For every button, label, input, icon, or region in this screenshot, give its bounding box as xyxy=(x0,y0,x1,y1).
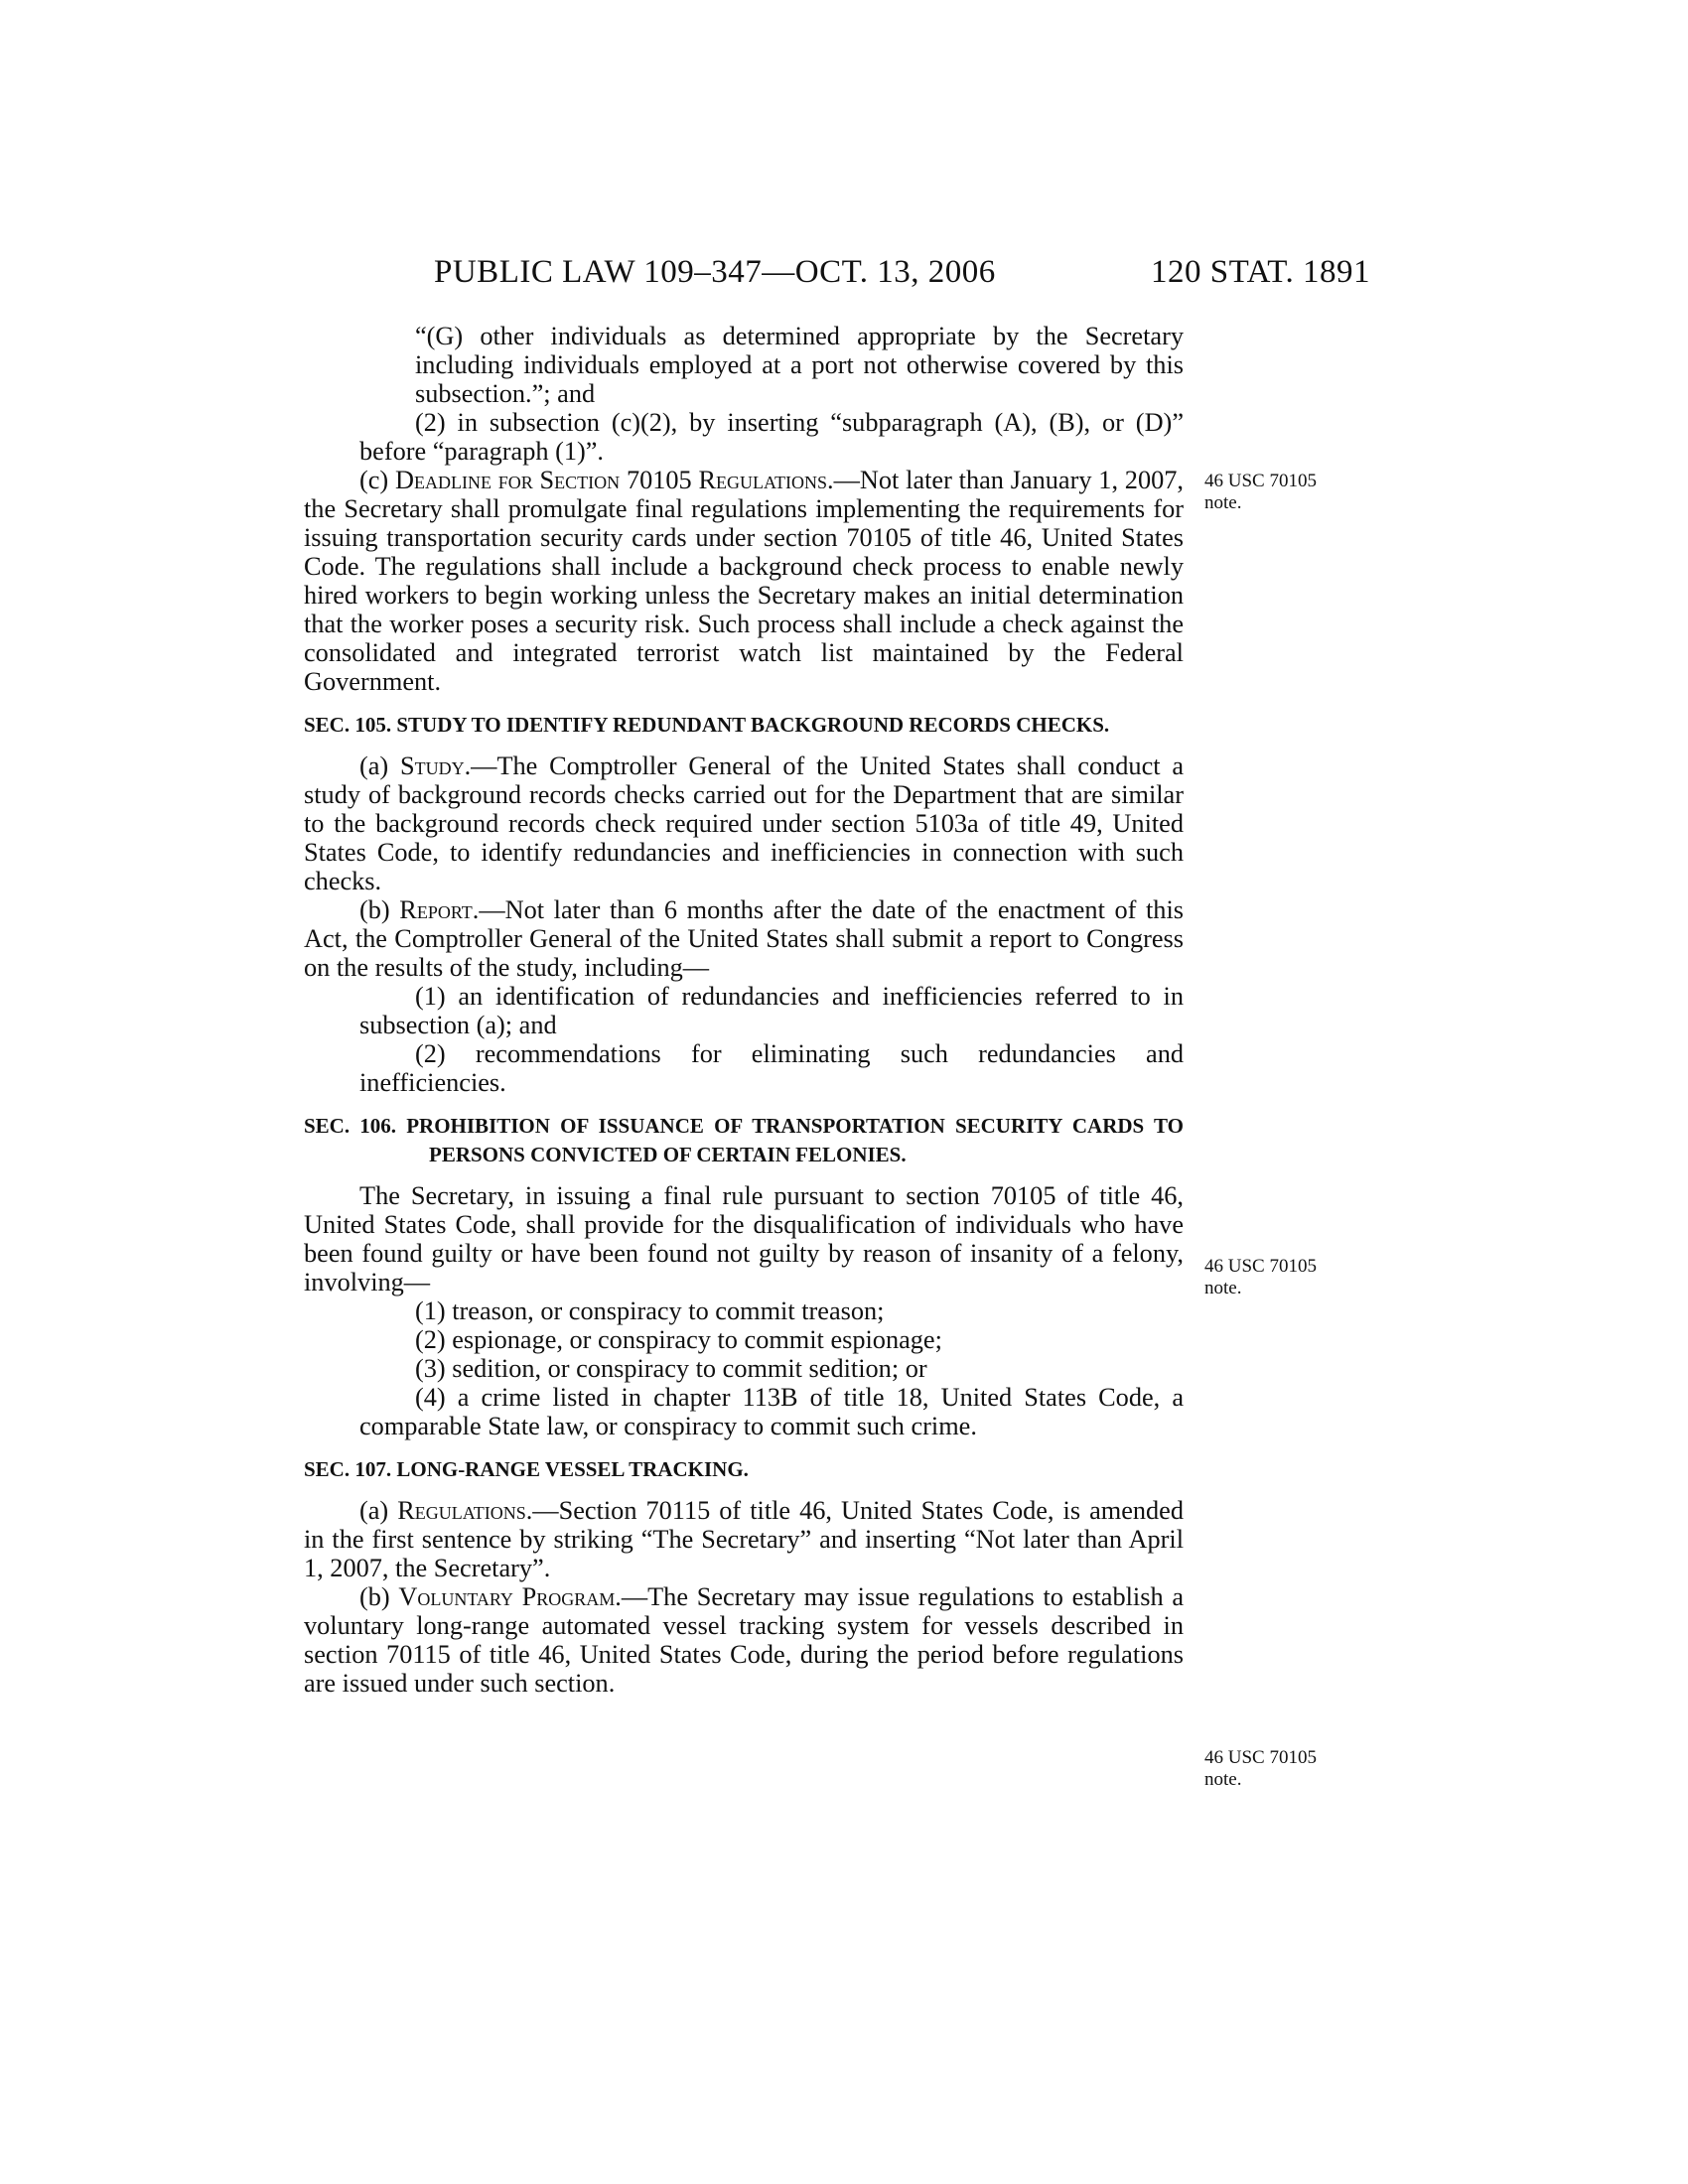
sec-107-heading: SEC. 107. LONG-RANGE VESSEL TRACKING. xyxy=(304,1457,749,1481)
statute-page-number: 120 STAT. 1891 xyxy=(1151,254,1371,290)
sec-105-a-label: (a) xyxy=(359,751,400,780)
sec-107-b xyxy=(304,1582,1184,1698)
subsection-c-label: (c) xyxy=(359,466,395,494)
sec-105-heading: SEC. 105. STUDY TO IDENTIFY REDUNDANT BACKGROUND RECORDS CHECKS. xyxy=(304,713,1110,737)
sec-107-b-text: .—The Secretary may issue regulations to establish a voluntary long-range automated vessel tracking system for vessels described in section 70115 of title 46, United States Code, during the period before regulations are issued under such section. xyxy=(304,1582,1184,1698)
page-body xyxy=(304,322,1184,1698)
subsection-c xyxy=(304,466,1184,696)
margin-note-citation: 46 USC 70105 xyxy=(1204,1256,1317,1277)
margin-note-3 xyxy=(1204,1747,1373,1791)
margin-note-citation: 46 USC 70105 xyxy=(1204,471,1317,491)
margin-note-suffix: note. xyxy=(1204,492,1242,513)
running-title: PUBLIC LAW 109–347—OCT. 13, 2006 xyxy=(434,254,996,290)
sec-105-a-text: .—The Comptroller General of the United States shall conduct a study of background records checks carried out for the Department that are similar to the background records check required under section 5103a of title 49, United States Code, to identify redundancies and inefficiencies in connection with such checks. xyxy=(304,751,1184,895)
paragraph-item-2: (2) in subsection (c)(2), by inserting “subparagraph (A), (B), or (D)” before “paragraph (1)”. xyxy=(359,408,1184,466)
sec-107-a xyxy=(304,1496,1184,1582)
sec-106-item-2: (2) espionage, or conspiracy to commit espionage; xyxy=(415,1325,942,1354)
margin-note-citation: 46 USC 70105 xyxy=(1204,1747,1317,1768)
sec-107-a-label: (a) xyxy=(359,1496,398,1525)
sec-105-a-heading: Study xyxy=(399,751,465,780)
margin-note-1 xyxy=(1204,471,1373,514)
sec-105-b xyxy=(304,895,1184,982)
sec-105-b-item-2: (2) recommendations for eliminating such redundancies and inefficiencies. xyxy=(359,1039,1184,1097)
sec-106-text: The Secretary, in issuing a final rule pursuant to section 70105 of title 46, United States Code, shall provide for the disqualification of individuals who have been found guilty or have been found not guilty by reason of insanity of a felony, involving— xyxy=(304,1181,1184,1297)
sec-107-a-heading: Regulations xyxy=(397,1496,526,1525)
sec-106-item-3: (3) sedition, or conspiracy to commit sedition; or xyxy=(415,1354,927,1383)
margin-note-suffix: note. xyxy=(1204,1278,1242,1298)
subsection-c-heading: Deadline for Section 70105 Regulations xyxy=(394,466,828,494)
margin-note-suffix: note. xyxy=(1204,1769,1242,1790)
sec-107-b-label: (b) xyxy=(359,1582,399,1611)
sec-105-b-text: .—Not later than 6 months after the date of the enactment of this Act, the Comptroller General of the United States shall submit a report to Congress on the results of the study, including— xyxy=(304,895,1184,982)
margin-note-2 xyxy=(1204,1256,1373,1299)
sec-105-b-heading: Report xyxy=(399,895,473,924)
sec-105-b-label: (b) xyxy=(359,895,400,924)
sec-105-a xyxy=(304,751,1184,895)
subsection-c-text: .—Not later than January 1, 2007, the Secretary shall promulgate final regulations implementing the requirements for issuing transportation security cards under section 70105 of title 46, United States Code. The regulations shall include a background check process to enable newly hired workers to begin working unless the Secretary makes an initial determination that the worker poses a security risk. Such process shall include a check against the consolidated and integrated terrorist watch list maintained by the Federal Government. xyxy=(304,466,1184,696)
page-header xyxy=(0,254,1688,298)
sec-106-item-4: (4) a crime listed in chapter 113B of title 18, United States Code, a comparable State law, or conspiracy to commit such crime. xyxy=(359,1383,1184,1440)
paragraph-g: “(G) other individuals as determined appropriate by the Secretary including individuals employed at a port not otherwise covered by this subsection.”; and xyxy=(415,322,1184,408)
sec-107-a-text: .—Section 70115 of title 46, United States Code, is amended in the first sentence by striking “The Secretary” and inserting “Not later than April 1, 2007, the Secretary”. xyxy=(304,1496,1184,1582)
sec-105-b-item-1: (1) an identification of redundancies and inefficiencies referred to in subsection (a); and xyxy=(359,982,1184,1039)
sec-107-b-heading: Voluntary Program xyxy=(398,1582,616,1611)
sec-106-item-1: (1) treason, or conspiracy to commit treason; xyxy=(415,1297,885,1325)
sec-106-heading: SEC. 106. PROHIBITION OF ISSUANCE OF TRANSPORTATION SECURITY CARDS TO PERSONS CONVICTED OF CERTAIN FELONIES. xyxy=(304,1114,1184,1166)
